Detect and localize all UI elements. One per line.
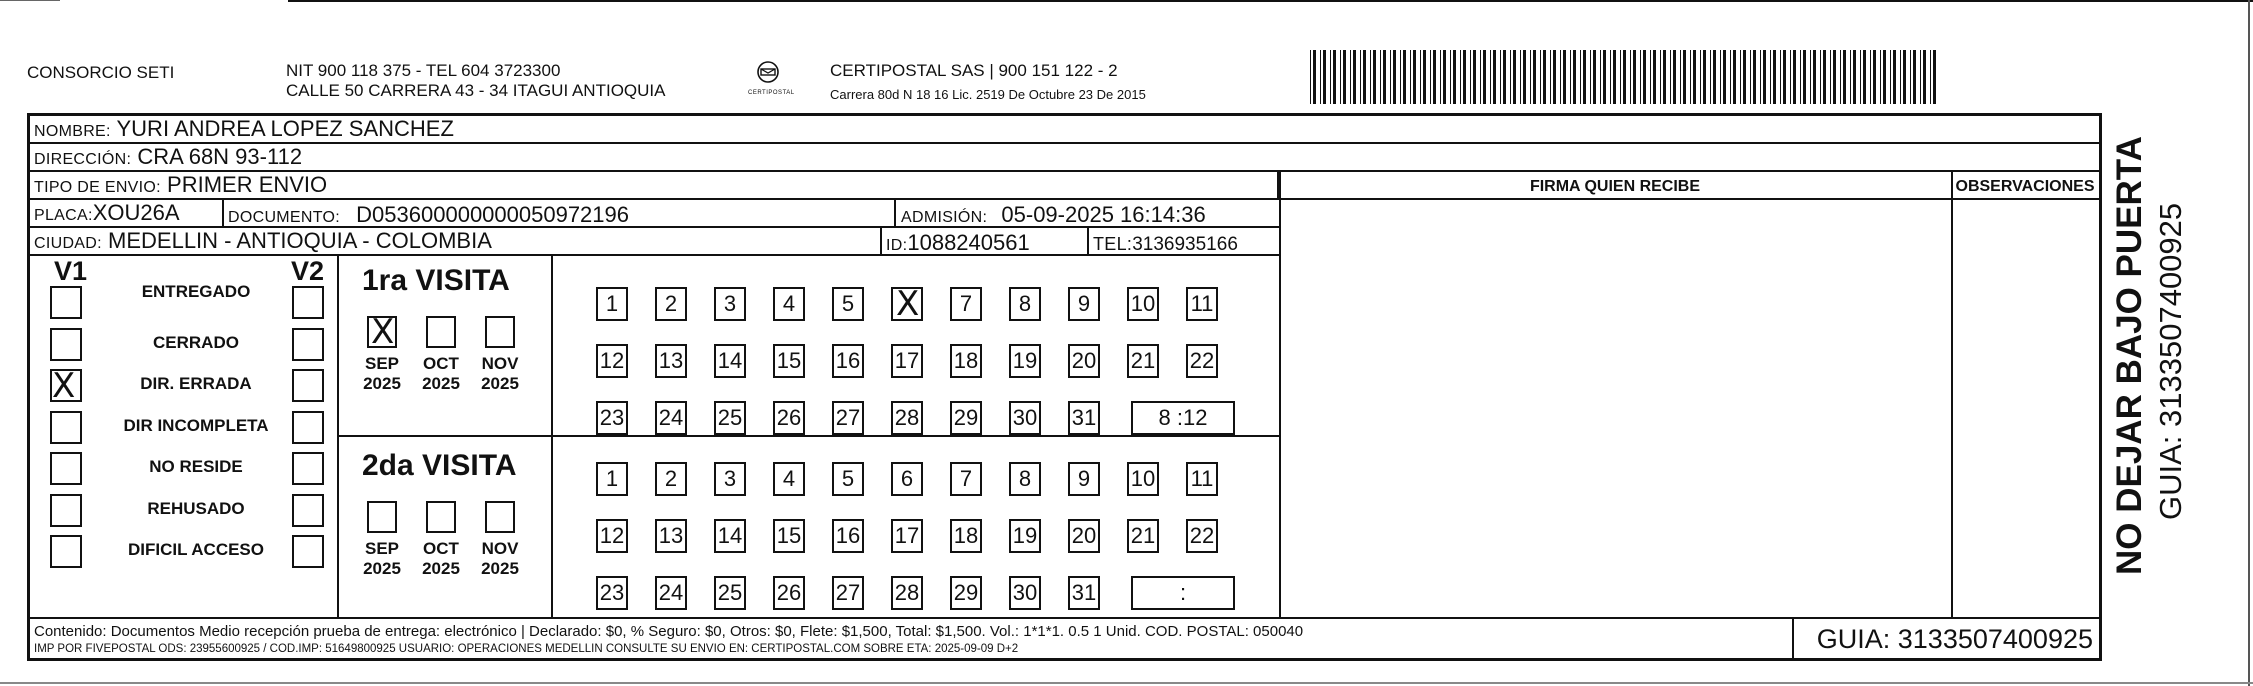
first-visit-day-box[interactable]: 16 xyxy=(832,344,864,378)
observaciones-left-border xyxy=(1951,172,1953,619)
observaciones-header: OBSERVACIONES xyxy=(1955,178,2095,195)
v1-checkbox[interactable] xyxy=(50,286,82,319)
id-label: ID: xyxy=(886,237,908,254)
carrier-line: CERTIPOSTAL SAS | 900 151 122 - 2 xyxy=(830,61,1118,80)
barcode-bar xyxy=(1613,50,1616,104)
v2-checkbox[interactable] xyxy=(292,286,324,319)
barcode-bar xyxy=(1520,50,1521,104)
barcode-bar xyxy=(1793,50,1796,104)
month-name: NOV xyxy=(481,539,519,558)
barcode-bar xyxy=(1380,50,1381,104)
barcode-bar xyxy=(1840,50,1841,104)
barcode-bar xyxy=(1393,50,1396,104)
v2-checkbox[interactable] xyxy=(292,452,324,485)
month-year: 2025 xyxy=(363,374,401,393)
barcode-bar xyxy=(1313,50,1316,104)
second-visit-day-box[interactable]: 17 xyxy=(891,519,923,553)
barcode-bar xyxy=(1890,50,1891,104)
barcode-bar xyxy=(1500,50,1501,104)
certipostal-logo xyxy=(748,60,795,100)
month-label xyxy=(357,539,407,579)
barcode-bar xyxy=(1720,50,1721,104)
second-visit-day-box[interactable]: 10 xyxy=(1127,462,1159,496)
barcode-bar xyxy=(1743,50,1746,104)
barcode-bar xyxy=(1383,50,1386,104)
barcode-bar xyxy=(1873,50,1876,104)
second-visit-day-box[interactable]: 24 xyxy=(655,576,687,610)
row-tipo xyxy=(30,172,1279,200)
second-visit-day-box[interactable]: 30 xyxy=(1009,576,1041,610)
month-name: OCT xyxy=(423,539,459,558)
barcode-bar xyxy=(1553,50,1556,104)
barcode-bar xyxy=(1440,50,1441,104)
v1-checkbox[interactable] xyxy=(50,452,82,485)
first-visit-day-box[interactable]: 22 xyxy=(1186,344,1218,378)
address-line: CALLE 50 CARRERA 43 - 34 ITAGUI ANTIOQUIA xyxy=(286,81,666,100)
month-year: 2025 xyxy=(481,374,519,393)
barcode-bar xyxy=(1580,50,1581,104)
row-ciudad xyxy=(30,228,1279,256)
status-label: DIR INCOMPLETA xyxy=(123,415,269,435)
barcode-bar xyxy=(1443,50,1446,104)
barcode-bar xyxy=(1723,50,1726,104)
first-visit-day-box[interactable]: 18 xyxy=(950,344,982,378)
v1-header: V1 xyxy=(54,256,88,286)
first-visit-day-box[interactable]: 27 xyxy=(832,401,864,435)
barcode-bar xyxy=(1610,50,1611,104)
barcode xyxy=(1310,50,1937,104)
barcode-bar xyxy=(1770,50,1771,104)
second-visit-day-box[interactable]: 27 xyxy=(832,576,864,610)
tel-cell xyxy=(1093,230,1238,258)
second-visit-day-box[interactable]: 9 xyxy=(1068,462,1100,496)
first-visit-day-box[interactable]: 20 xyxy=(1068,344,1100,378)
barcode-bar xyxy=(1823,50,1826,104)
barcode-bar xyxy=(1640,50,1641,104)
documento-value: D053600000000050972196 xyxy=(356,202,630,227)
barcode-bar xyxy=(1583,50,1586,104)
placa-divider xyxy=(222,200,224,228)
barcode-bar xyxy=(1933,50,1936,104)
barcode-bar xyxy=(1910,50,1911,104)
first-visit-day-box[interactable]: 8 xyxy=(1009,287,1041,321)
v1-checkbox[interactable] xyxy=(50,411,82,444)
barcode-bar xyxy=(1470,50,1471,104)
barcode-bar xyxy=(1660,50,1661,104)
tel-value: 3136935166 xyxy=(1132,234,1238,255)
first-visit-day-box[interactable]: 9 xyxy=(1068,287,1100,321)
month-label xyxy=(475,539,525,579)
barcode-bar xyxy=(1350,50,1351,104)
second-visit-month-box[interactable] xyxy=(426,501,456,533)
admision-label: ADMISIÓN: xyxy=(901,209,988,226)
barcode-bar xyxy=(1390,50,1391,104)
month-name: SEP xyxy=(364,354,400,373)
id-divider xyxy=(1087,228,1089,256)
tipo-label: TIPO DE ENVIO: xyxy=(34,179,161,196)
barcode-bar xyxy=(1530,50,1531,104)
month-name: SEP xyxy=(364,539,400,558)
placa-label: PLACA: xyxy=(34,207,93,224)
ciudad-label: CIUDAD: xyxy=(34,235,102,252)
v2-checkbox[interactable] xyxy=(292,411,324,444)
first-visit-day-box[interactable]: 1 xyxy=(596,287,628,321)
v2-checkbox[interactable] xyxy=(292,369,324,402)
second-visit-day-box[interactable]: 18 xyxy=(950,519,982,553)
row-direccion xyxy=(30,144,2099,172)
barcode-bar xyxy=(1413,50,1416,104)
barcode-bar xyxy=(1843,50,1846,104)
barcode-bar xyxy=(1763,50,1766,104)
barcode-bar xyxy=(1760,50,1761,104)
month-year: 2025 xyxy=(422,559,460,578)
second-visit-time: : xyxy=(1179,580,1187,605)
delivery-form xyxy=(27,113,2102,661)
first-visit-month-box[interactable] xyxy=(485,316,515,348)
first-visit-day-box[interactable]: 5 xyxy=(832,287,864,321)
first-visit-title: 1ra VISITA xyxy=(362,264,510,297)
barcode-bar xyxy=(1543,50,1546,104)
second-visit-day-box[interactable]: 1 xyxy=(596,462,628,496)
barcode-bar xyxy=(1780,50,1781,104)
barcode-bar xyxy=(1460,50,1461,104)
month-label xyxy=(357,354,407,394)
barcode-bar xyxy=(1573,50,1576,104)
first-visit-time-box[interactable] xyxy=(1131,401,1235,435)
barcode-bar xyxy=(1570,50,1571,104)
month-year: 2025 xyxy=(422,374,460,393)
barcode-bar xyxy=(1410,50,1411,104)
status-label: DIFICIL ACCESO xyxy=(127,540,264,559)
documento-label: DOCUMENTO: xyxy=(228,209,341,226)
v2-checkbox[interactable] xyxy=(292,535,324,568)
footer xyxy=(30,619,2099,661)
first-visit-day-box[interactable]: 25 xyxy=(714,401,746,435)
second-visit-title: 2da VISITA xyxy=(362,449,517,482)
first-visit-day-box[interactable]: 15 xyxy=(773,344,805,378)
barcode-bar xyxy=(1673,50,1676,104)
barcode-bar xyxy=(1693,50,1696,104)
barcode-bar xyxy=(1353,50,1356,104)
second-visit-day-box[interactable]: 16 xyxy=(832,519,864,553)
second-visit-day-box[interactable]: 26 xyxy=(773,576,805,610)
first-visit-day-box[interactable]: 14 xyxy=(714,344,746,378)
second-visit-day-box[interactable]: 15 xyxy=(773,519,805,553)
second-visit-day-box[interactable]: 8 xyxy=(1009,462,1041,496)
first-visit-day-box[interactable]: 2 xyxy=(655,287,687,321)
top-rule-dash xyxy=(0,0,60,1)
second-visit-day-box[interactable]: 6 xyxy=(891,462,923,496)
first-visit-day-box[interactable]: 17 xyxy=(891,344,923,378)
barcode-bar xyxy=(1923,50,1926,104)
barcode-bar xyxy=(1883,50,1886,104)
barcode-bar xyxy=(1463,50,1466,104)
barcode-bar xyxy=(1523,50,1526,104)
barcode-bar xyxy=(1423,50,1426,104)
first-visit-day-box[interactable]: 23 xyxy=(596,401,628,435)
top-rule xyxy=(288,0,2253,2)
status-label: NO RESIDE xyxy=(149,457,243,476)
first-visit-day-box[interactable]: 7 xyxy=(950,287,982,321)
barcode-bar xyxy=(1860,50,1861,104)
first-visit-time: 8 :12 xyxy=(1158,405,1208,430)
v1-check-mark: X xyxy=(52,366,76,406)
first-visit-day-box[interactable]: 30 xyxy=(1009,401,1041,435)
barcode-bar xyxy=(1813,50,1816,104)
barcode-bar xyxy=(1430,50,1431,104)
barcode-bar xyxy=(1880,50,1881,104)
barcode-bar xyxy=(1330,50,1331,104)
v1-checkbox[interactable] xyxy=(50,494,82,527)
barcode-bar xyxy=(1653,50,1656,104)
footer-guia-divider xyxy=(1792,619,1794,661)
second-visit-day-box[interactable]: 20 xyxy=(1068,519,1100,553)
barcode-bar xyxy=(1503,50,1506,104)
first-visit-day-box[interactable]: 3 xyxy=(714,287,746,321)
barcode-bar xyxy=(1320,50,1321,104)
v2-checkbox[interactable] xyxy=(292,328,324,361)
second-visit-day-box[interactable]: 5 xyxy=(832,462,864,496)
admision-cell xyxy=(901,202,1206,231)
nit-line: NIT 900 118 375 - TEL 604 3723300 xyxy=(286,61,561,80)
barcode-bar xyxy=(1513,50,1516,104)
barcode-bar xyxy=(1913,50,1916,104)
barcode-bar xyxy=(1620,50,1621,104)
barcode-bar xyxy=(1800,50,1801,104)
v2-checkbox[interactable] xyxy=(292,494,324,527)
first-visit-day-box[interactable]: 19 xyxy=(1009,344,1041,378)
barcode-bar xyxy=(1483,50,1486,104)
logo-caption: CERTIPOSTAL xyxy=(748,90,795,96)
direccion-value: CRA 68N 93-112 xyxy=(137,144,303,169)
barcode-bar xyxy=(1830,50,1831,104)
barcode-bar xyxy=(1450,50,1451,104)
barcode-bar xyxy=(1753,50,1756,104)
bottom-edge xyxy=(0,682,2253,684)
barcode-bar xyxy=(1903,50,1906,104)
barcode-bar xyxy=(1400,50,1401,104)
barcode-bar xyxy=(1333,50,1336,104)
nombre-value: YURI ANDREA LOPEZ SANCHEZ xyxy=(116,116,454,141)
month-label xyxy=(475,354,525,394)
second-visit-day-box[interactable]: 21 xyxy=(1127,519,1159,553)
second-visit-day-box[interactable]: 28 xyxy=(891,576,923,610)
barcode-bar xyxy=(1733,50,1736,104)
barcode-bar xyxy=(1590,50,1591,104)
second-visit-day-box[interactable]: 31 xyxy=(1068,576,1100,610)
second-visit-day-box[interactable]: 23 xyxy=(596,576,628,610)
first-visit-day-box[interactable] xyxy=(891,284,923,324)
barcode-bar xyxy=(1683,50,1686,104)
status-label: DIR. ERRADA xyxy=(140,374,252,393)
day-check-mark: X xyxy=(896,284,920,324)
admision-value: 05-09-2025 16:14:36 xyxy=(1001,202,1206,227)
second-visit-day-box[interactable]: 7 xyxy=(950,462,982,496)
second-visit-day-box[interactable]: 25 xyxy=(714,576,746,610)
barcode-bar xyxy=(1540,50,1541,104)
barcode-bar xyxy=(1810,50,1811,104)
right-edge xyxy=(2248,0,2250,686)
first-visit-day-box[interactable]: 12 xyxy=(596,344,628,378)
barcode-bar xyxy=(1550,50,1551,104)
barcode-bar xyxy=(1603,50,1606,104)
side-instruction: NO DEJAR BAJO PUERTA xyxy=(2110,136,2149,575)
barcode-bar xyxy=(1853,50,1856,104)
barcode-bar xyxy=(1560,50,1561,104)
month-check-mark: X xyxy=(371,312,395,352)
footer-guia: GUIA: 3133507400925 xyxy=(1816,624,2093,654)
ciudad-divider xyxy=(880,228,882,256)
barcode-bar xyxy=(1893,50,1896,104)
second-visit-day-box[interactable]: 22 xyxy=(1186,519,1218,553)
barcode-bar xyxy=(1850,50,1851,104)
barcode-bar xyxy=(1700,50,1701,104)
firma-header: FIRMA QUIEN RECIBE xyxy=(1529,178,1701,195)
id-cell xyxy=(886,230,1030,259)
barcode-bar xyxy=(1703,50,1706,104)
placa-value: XOU26A xyxy=(92,200,180,225)
status-label: ENTREGADO xyxy=(141,282,251,301)
first-visit-day-box[interactable]: 24 xyxy=(655,401,687,435)
barcode-bar xyxy=(1630,50,1631,104)
barcode-bar xyxy=(1870,50,1871,104)
first-visit-month-box[interactable] xyxy=(367,312,397,352)
second-visit-day-box[interactable]: 2 xyxy=(655,462,687,496)
second-visit-day-box[interactable]: 3 xyxy=(714,462,746,496)
barcode-bar xyxy=(1790,50,1791,104)
barcode-bar xyxy=(1863,50,1866,104)
v1-checkbox[interactable] xyxy=(50,535,82,568)
barcode-bar xyxy=(1670,50,1671,104)
barcode-bar xyxy=(1690,50,1691,104)
month-year: 2025 xyxy=(481,559,519,578)
v2-header: V2 xyxy=(291,256,325,286)
second-visit-month-box[interactable] xyxy=(367,501,397,533)
barcode-bar xyxy=(1340,50,1341,104)
footer-content: Contenido: Documentos Medio recepción prueba de entrega: electrónico | Declarado: $0, % Seguro: $0, Otros: $0, Flete: $1,500, Total: $1,500. Vol.: 1*1*1. 0.5 1 Unid. COD. POSTAL: 050040 xyxy=(34,623,1304,640)
barcode-bar xyxy=(1593,50,1596,104)
first-visit-day-box[interactable]: 11 xyxy=(1186,287,1218,321)
v1-checkbox[interactable] xyxy=(50,328,82,361)
barcode-bar xyxy=(1930,50,1931,104)
barcode-bar xyxy=(1650,50,1651,104)
barcode-bar xyxy=(1310,50,1311,104)
barcode-bar xyxy=(1403,50,1406,104)
nombre-label: NOMBRE: xyxy=(34,123,111,140)
barcode-bar xyxy=(1900,50,1901,104)
ciudad-value: MEDELLIN - ANTIOQUIA - COLOMBIA xyxy=(108,228,492,253)
barcode-bar xyxy=(1480,50,1481,104)
barcode-bar xyxy=(1713,50,1716,104)
barcode-bar xyxy=(1783,50,1786,104)
barcode-bar xyxy=(1750,50,1751,104)
row-nombre xyxy=(30,116,2099,144)
barcode-bar xyxy=(1533,50,1536,104)
barcode-bar xyxy=(1680,50,1681,104)
barcode-bar xyxy=(1643,50,1646,104)
status-label: CERRADO xyxy=(153,332,239,352)
barcode-bar xyxy=(1820,50,1821,104)
first-visit-day-box[interactable]: 26 xyxy=(773,401,805,435)
barcode-bar xyxy=(1343,50,1346,104)
month-year: 2025 xyxy=(363,559,401,578)
tel-label: TEL: xyxy=(1093,234,1133,254)
barcode-bar xyxy=(1623,50,1626,104)
barcode-bar xyxy=(1493,50,1496,104)
first-visit-day-box[interactable]: 21 xyxy=(1127,344,1159,378)
first-visit-day-box[interactable]: 31 xyxy=(1068,401,1100,435)
first-visit-day-box[interactable]: 13 xyxy=(655,344,687,378)
direccion-label: DIRECCIÓN: xyxy=(34,151,132,168)
month-name: NOV xyxy=(481,354,519,373)
second-visit-time-box[interactable] xyxy=(1131,576,1235,610)
colhdr-underline xyxy=(1279,198,2099,200)
carrier-address: Carrera 80d N 18 16 Lic. 2519 De Octubre 23 De 2015 xyxy=(830,87,1146,102)
firma-left-border xyxy=(1279,172,1281,619)
barcode-bar xyxy=(1510,50,1511,104)
barcode-bar xyxy=(1373,50,1376,104)
barcode-bar xyxy=(1473,50,1476,104)
month-label xyxy=(416,539,466,579)
barcode-bar xyxy=(1730,50,1731,104)
barcode-bar xyxy=(1710,50,1711,104)
barcode-bar xyxy=(1490,50,1491,104)
month-name: OCT xyxy=(423,354,459,373)
side-guia: GUIA: 3133507400925 xyxy=(2153,202,2188,520)
first-visit-day-box[interactable]: 4 xyxy=(773,287,805,321)
barcode-bar xyxy=(1663,50,1666,104)
barcode-bar xyxy=(1773,50,1776,104)
first-visit-day-box[interactable]: 28 xyxy=(891,401,923,435)
second-visit-day-box[interactable]: 29 xyxy=(950,576,982,610)
barcode-bar xyxy=(1920,50,1921,104)
documento-cell xyxy=(228,202,629,231)
barcode-bar xyxy=(1833,50,1836,104)
visit-mid-border xyxy=(337,435,1279,437)
documento-divider xyxy=(894,200,896,228)
month-label xyxy=(416,354,466,394)
second-visit-day-box[interactable]: 19 xyxy=(1009,519,1041,553)
second-visit-month-box[interactable] xyxy=(485,501,515,533)
barcode-bar xyxy=(1600,50,1601,104)
barcode-bar xyxy=(1633,50,1636,104)
barcode-bar xyxy=(1433,50,1436,104)
barcode-bar xyxy=(1420,50,1421,104)
second-visit-day-box[interactable]: 11 xyxy=(1186,462,1218,496)
second-visit-day-box[interactable]: 13 xyxy=(655,519,687,553)
tipo-value: PRIMER ENVIO xyxy=(167,172,328,197)
barcode-bar xyxy=(1803,50,1806,104)
barcode-bar xyxy=(1363,50,1366,104)
barcode-bar xyxy=(1740,50,1741,104)
barcode-bar xyxy=(1370,50,1371,104)
second-visit-day-box[interactable]: 14 xyxy=(714,519,746,553)
id-value: 1088240561 xyxy=(907,230,1030,255)
barcode-bar xyxy=(1323,50,1326,104)
first-visit-day-box[interactable]: 10 xyxy=(1127,287,1159,321)
barcode-bar xyxy=(1453,50,1456,104)
second-visit-day-box[interactable]: 4 xyxy=(773,462,805,496)
first-visit-day-box[interactable]: 29 xyxy=(950,401,982,435)
second-visit-day-box[interactable]: 12 xyxy=(596,519,628,553)
barcode-bar xyxy=(1360,50,1361,104)
first-visit-month-box[interactable] xyxy=(426,316,456,348)
footer-print-info: IMP POR FIVEPOSTAL ODS: 23955600925 / COD.IMP: 51649800925 USUARIO: OPERACIONES MEDELLIN CONSULTE SU ENVIO EN: CERTIPOSTAL.COM SOBRE ETA: 2025-09-09 D+2 xyxy=(34,643,1019,655)
barcode-bar xyxy=(1563,50,1566,104)
company-name: CONSORCIO SETI xyxy=(27,63,175,82)
status-label: REHUSADO xyxy=(147,498,245,518)
